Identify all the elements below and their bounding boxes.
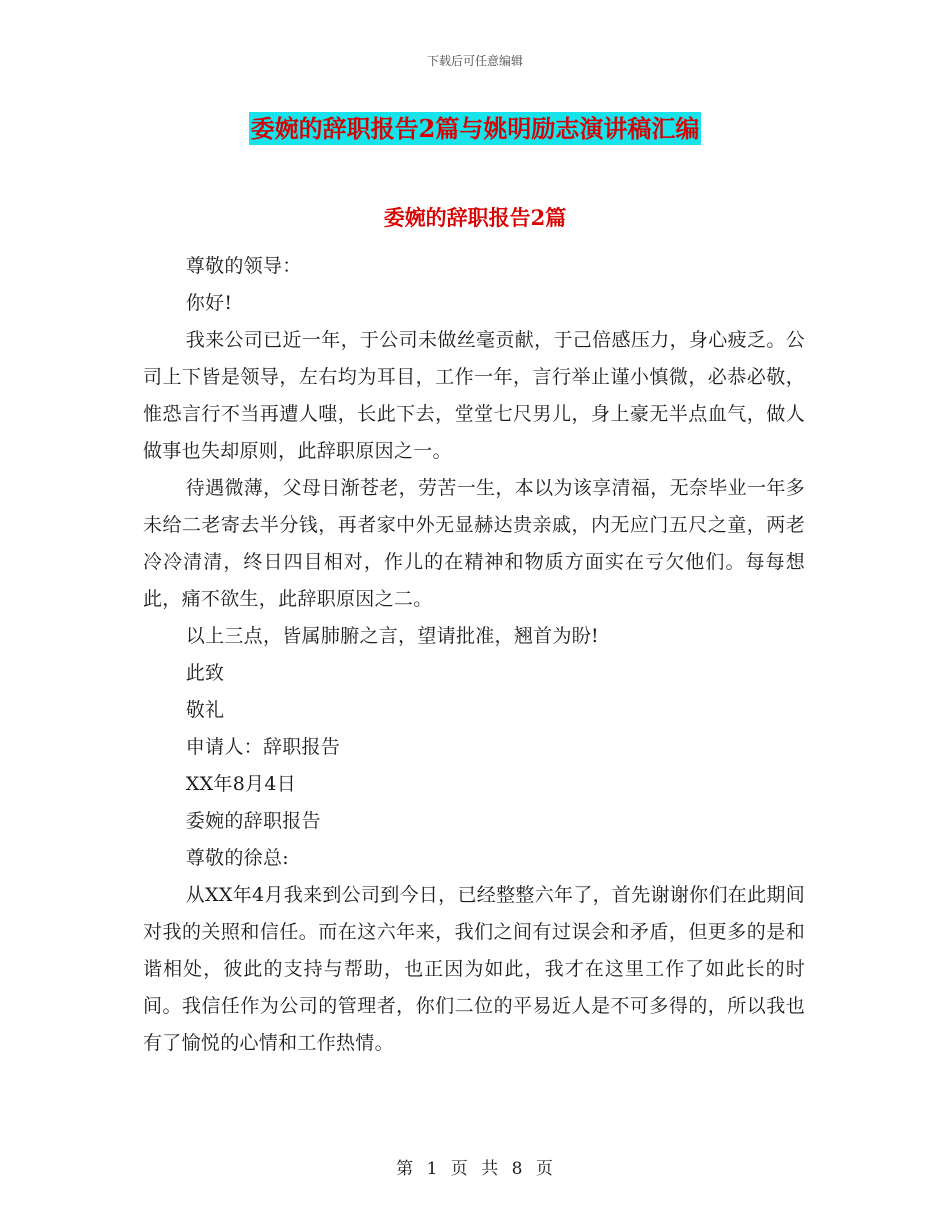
paragraph: 我来公司已近一年，于公司未做丝毫贡献，于己倍感压力，身心疲乏。公司上下皆是领导，左右均为耳目，工作一年，言行举止谨小慎微，必恭必敬，惟恐言行不当再遭人嗤，长此下去，堂堂七尺男儿，身上豪无半点血气，做人做事也失却原则，此辞职原因之一。 [143,329,805,462]
paragraph: 以上三点，皆属肺腑之言，望请批准，翘首为盼! [185,625,599,647]
document-body [143,248,805,1062]
paragraph: XX年8月4日 [185,773,297,795]
paragraph: 从XX年4月我来到公司到今日，已经整整六年了，首先谢谢你们在此期间对我的关照和信任。而在这六年来，我们之间有过误会和矛盾，但更多的是和谐相处，彼此的支持与帮助，也正因为如此，我才在这里工作了如此长的时间。我信任作为公司的管理者，你们二位的平易近人是不可多得的，所以我也有了愉悦的心情和工作热情。 [143,884,805,1054]
paragraph: 敬礼 [185,699,225,721]
main-title-text: 委婉的辞职报告2篇与姚明励志演讲稿汇编 [250,114,700,143]
header-note: 下载后可任意编辑 [426,54,523,68]
paragraph: 待遇微薄，父母日渐苍老，劳苦一生，本以为该享清福，无奈毕业一年多未给二老寄去半分钱，再者家中外无显赫达贵亲戚，内无应门五尺之童，两老冷冷清清，终日四目相对，作儿的在精神和物质方面实在亏欠他们。每每想此，痛不欲生，此辞职原因之二。 [143,477,805,610]
paragraph: 尊敬的领导： [185,255,302,277]
main-title [0,112,950,146]
page-footer: 第 1 页 共 8 页 [396,1159,554,1179]
paragraph: 此致 [185,662,225,684]
paragraph: 申请人：辞职报告 [185,736,341,758]
paragraph: 尊敬的徐总: [185,847,289,869]
sub-title: 委婉的辞职报告2篇 [383,205,567,230]
paragraph: 委婉的辞职报告 [185,810,321,832]
paragraph: 你好! [185,292,233,314]
